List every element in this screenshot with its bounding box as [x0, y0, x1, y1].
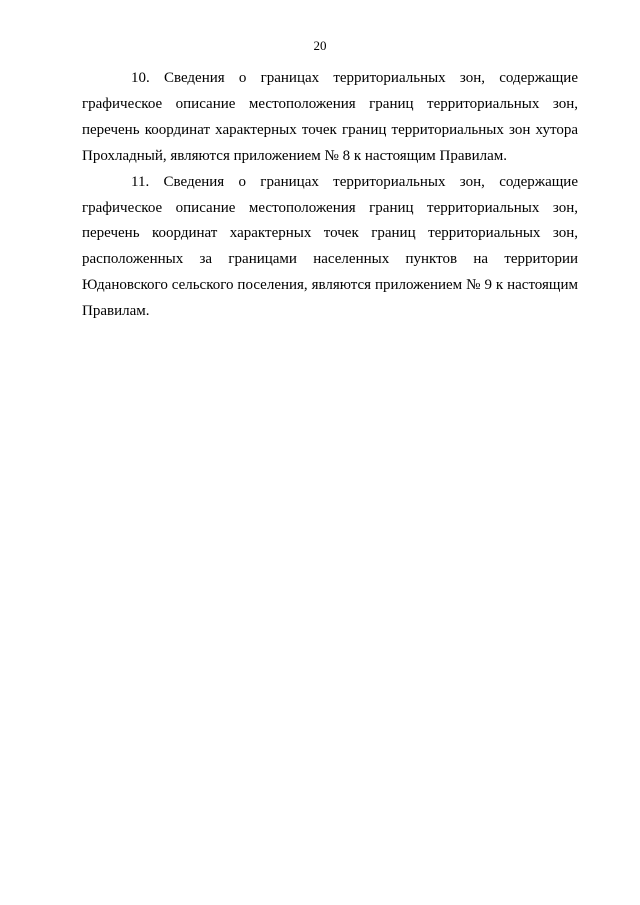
- paragraph-11: 11. Сведения о границах территориальных зон, содержащие графическое описание местоположения границ территориальных зон, перечень координат характерных точек границ территориальных зон, расположенных за границами населенных пунктов на территории Юдановского сельского поселения, являются приложением № 9 к настоящим Правилам.: [82, 173, 578, 320]
- page-number: 20: [313, 38, 327, 53]
- document-body: [82, 66, 578, 325]
- paragraph-10: 10. Сведения о границах территориальных зон, содержащие графическое описание местоположения границ территориальных зон, перечень координат характерных точек границ территориальных зон хутора Прохладный, являются приложением № 8 к настоящим Правилам.: [82, 70, 578, 164]
